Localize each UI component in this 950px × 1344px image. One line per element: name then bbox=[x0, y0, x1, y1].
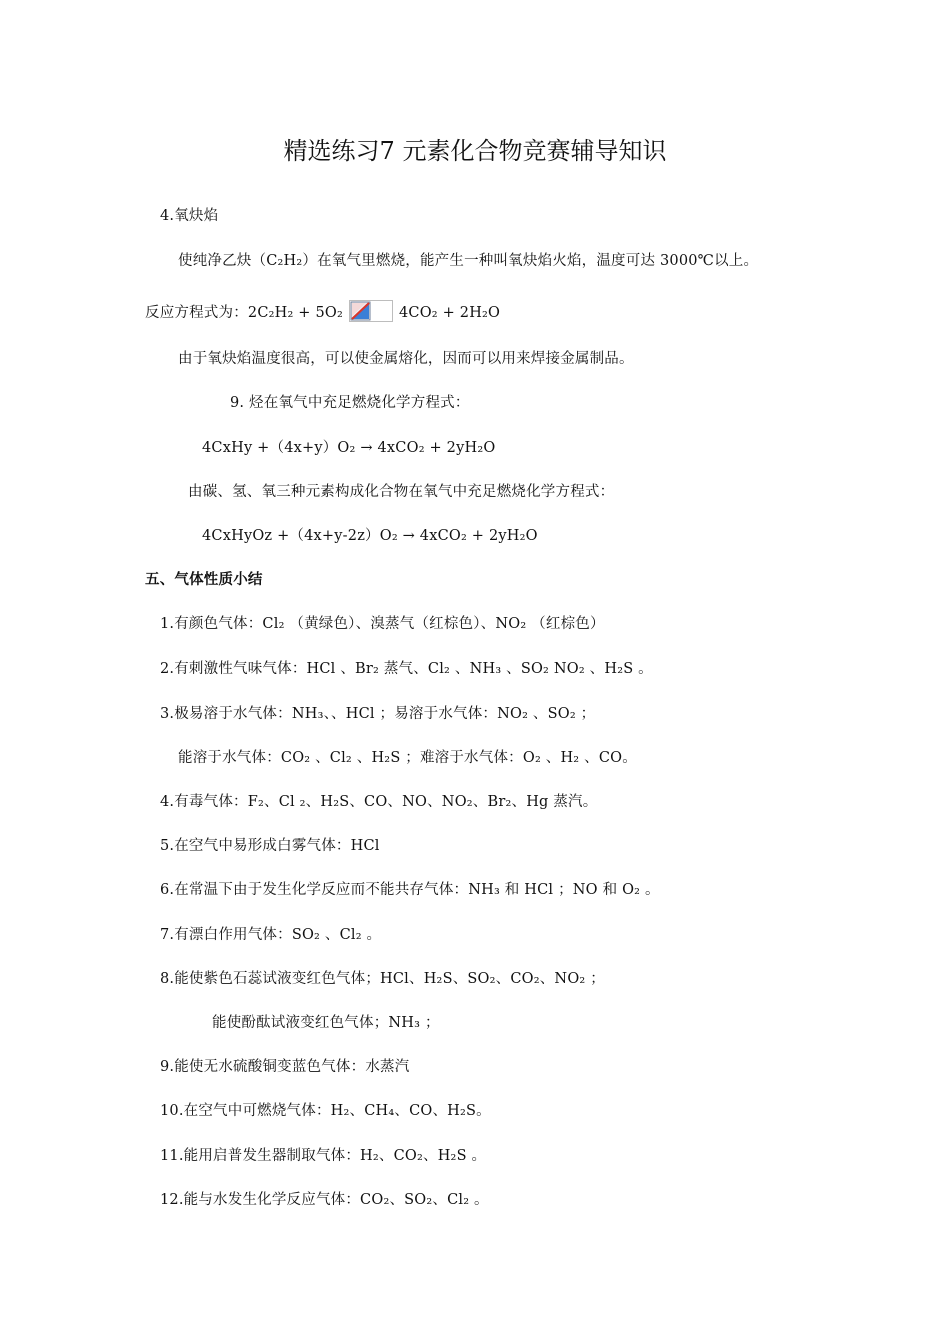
list-item: 8.能使紫色石蕊试液变红色气体；HCl、H₂S、SO₂、CO₂、NO₂ ； bbox=[160, 971, 605, 987]
acetylene-equation bbox=[145, 302, 500, 324]
list-item: 3.极易溶于水气体：NH₃、、HCl ；易溶于水气体：NO₂ 、SO₂ ； bbox=[160, 706, 596, 722]
list-item: 能溶于水气体：CO₂ 、Cl₂ 、H₂S ；难溶于水气体：O₂ 、H₂ 、CO。 bbox=[178, 750, 637, 766]
list-item: 11.能用启普发生器制取气体：H₂、CO₂、H₂S 。 bbox=[160, 1148, 487, 1164]
page-title: 精选练习7 元素化合物竞赛辅导知识 bbox=[283, 137, 667, 165]
list-item: 9.能使无水硫酸铜变蓝色气体：水蒸汽 bbox=[160, 1059, 410, 1075]
cho-equation: 4CxHyOz +（4x+y-2z）O₂ → 4xCO₂ + 2yH₂O bbox=[202, 528, 538, 544]
equation-right-side: 4CO₂ + 2H₂O bbox=[398, 305, 501, 321]
reaction-condition-image-icon bbox=[349, 300, 393, 322]
list-item: 5.在空气中易形成白雾气体：HCl bbox=[160, 838, 380, 854]
acetylene-description: 使纯净乙炔（C₂H₂）在氧气里燃烧，能产生一种叫氧炔焰火焰，温度可达 3000℃以上。 bbox=[178, 253, 759, 269]
list-item: 4.有毒气体：F₂、Cl ₂、H₂S、CO、NO、NO₂、Br₂、Hg 蒸汽。 bbox=[160, 794, 598, 810]
reaction-condition-graphic bbox=[349, 300, 393, 322]
list-item: 2.有刺激性气味气体：HCl 、Br₂ 蒸气、Cl₂ 、NH₃ 、SO₂ NO₂ 、H₂S 。 bbox=[160, 661, 653, 677]
hydrocarbon-heading: 9. 烃在氧气中充足燃烧化学方程式： bbox=[230, 395, 470, 411]
list-item: 1.有颜色气体：Cl₂ （黄绿色）、溴蒸气（红棕色）、NO₂ （红棕色） bbox=[160, 616, 605, 632]
list-item: 能使酚酞试液变红色气体；NH₃ ； bbox=[212, 1015, 440, 1031]
hydrocarbon-equation: 4CxHy +（4x+y）O₂ → 4xCO₂ + 2yH₂O bbox=[202, 440, 496, 456]
acetylene-usage: 由于氧炔焰温度很高，可以使金属熔化，因而可以用来焊接金属制品。 bbox=[178, 351, 634, 367]
list-item: 10.在空气中可燃烧气体：H₂、CH₄、CO、H₂S。 bbox=[160, 1103, 491, 1119]
cho-heading: 由碳、氢、氧三种元素构成化合物在氧气中充足燃烧化学方程式： bbox=[188, 484, 615, 500]
equation-left-side: 反应方程式为：2C₂H₂ + 5O₂ bbox=[145, 305, 343, 321]
list-item: 7.有漂白作用气体：SO₂ 、Cl₂ 。 bbox=[160, 927, 382, 943]
list-item: 6.在常温下由于发生化学反应而不能共存气体：NH₃ 和 HCl ；NO 和 O₂ 。 bbox=[160, 882, 660, 898]
section-heading: 五、气体性质小结 bbox=[145, 571, 263, 588]
acetylene-heading: 4.氧炔焰 bbox=[160, 208, 219, 224]
list-item: 12.能与水发生化学反应气体：CO₂、SO₂、Cl₂ 。 bbox=[160, 1192, 489, 1208]
